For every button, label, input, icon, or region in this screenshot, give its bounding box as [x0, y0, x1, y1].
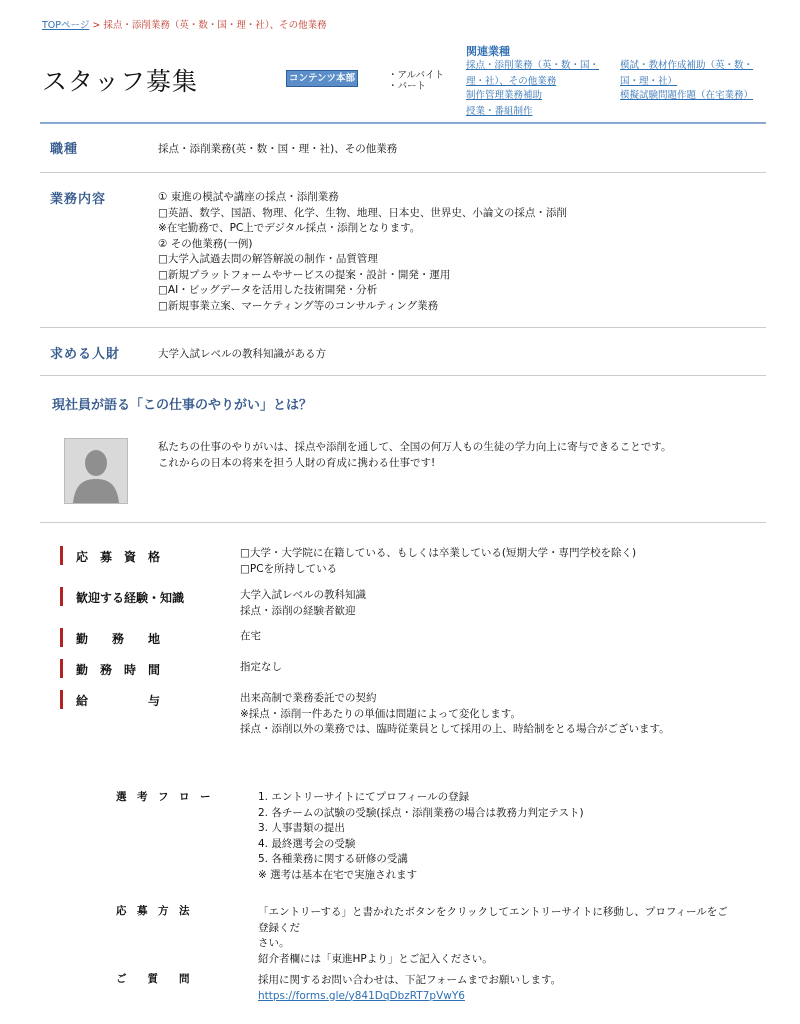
- selection-step: 2. 各チームの試験の受験(採点・添削業務の場合は教務力判定テスト): [258, 806, 584, 819]
- apply-method-line: 紹介者欄には「東進HPより」とご記入ください。: [258, 952, 493, 965]
- work-location-label: 勤 務 地: [76, 632, 161, 646]
- job-content-line: □AI・ビッグデータを活用した技術開発・分析: [158, 284, 378, 296]
- selection-step: 5. 各種業務に関する研修の受講: [258, 853, 408, 865]
- header-divider: [40, 122, 766, 124]
- person-silhouette-icon: [65, 439, 127, 503]
- selection-flow-steps: [258, 790, 584, 883]
- job-content-line: □新規事業立案、マーケティング等のコンサルティング業務: [158, 299, 439, 312]
- staff-voice-text: [158, 440, 671, 471]
- job-content-label: 業務内容: [50, 192, 107, 207]
- job-content-line: □英語、数学、国語、物理、化学、生物、地理、日本史、世界史、小論文の採点・添削: [158, 206, 567, 219]
- apply-method-line: さい。: [258, 937, 290, 949]
- related-link-grading[interactable]: 採点・添削業務（英・数・国・理・社）、その他業務: [466, 60, 600, 87]
- salary-label: 給 与: [76, 694, 161, 708]
- talent-label: 求める人財: [50, 347, 121, 362]
- job-content-line: □大学入試過去問の解答解説の制作・品質管理: [158, 253, 378, 265]
- staff-voice-line: これからの日本の将来を担う人財の育成に携わる仕事です!: [158, 456, 436, 469]
- related-link-materials[interactable]: 模試・教材作成補助（英・数・国・理・社）: [620, 60, 754, 87]
- requirement-marker: [60, 587, 63, 606]
- qualification-line: □PCを所持している: [240, 562, 338, 575]
- welcome-experience-value: [240, 588, 366, 619]
- breadcrumb-home-link[interactable]: TOPページ: [42, 20, 90, 31]
- work-location-line: 在宅: [240, 630, 261, 642]
- employment-type-part-time: ・アルバイト: [388, 70, 444, 81]
- apply-method-line: 「エントリーする」と書かれたボタンをクリックしてエントリーサイトに移動し、プロフィールをご登録くだ: [258, 906, 728, 934]
- work-hours-line: 指定なし: [240, 661, 282, 673]
- breadcrumb-separator: >: [92, 20, 101, 31]
- breadcrumb: [42, 17, 327, 31]
- welcome-experience-line: 大学入試レベルの教科知識: [240, 589, 366, 601]
- inquiry-form-link[interactable]: https://forms.gle/y841DqDbzRT7pVwY6: [258, 989, 465, 1002]
- inquiry-text: [258, 973, 561, 1004]
- requirement-marker: [60, 659, 63, 678]
- selection-flow-label: 選 考 フ ロ ー: [116, 791, 211, 803]
- requirement-marker: [60, 690, 63, 709]
- employment-type-part: ・パート: [388, 81, 427, 92]
- qualification-value: [240, 546, 636, 577]
- requirement-marker: [60, 546, 63, 565]
- qualification-line: □大学・大学院に在籍している、もしくは卒業している(短期大学・専門学校を除く): [240, 547, 637, 559]
- work-location-value: [240, 629, 261, 645]
- related-jobs-heading: 関連業種: [466, 45, 510, 58]
- avatar: [64, 438, 128, 504]
- staff-voice-title: 現社員が語る「この仕事のやりがい」とは？: [52, 398, 313, 413]
- welcome-experience-label: 歓迎する経験・知識: [76, 591, 185, 605]
- staff-voice-line: 私たちの仕事のやりがいは、採点や添削を通して、全国の何万人もの生徒の学力向上に寄与できることです。: [158, 441, 672, 453]
- work-hours-value: [240, 660, 282, 676]
- talent-value: 大学入試レベルの教科知識がある方: [158, 348, 326, 360]
- inquiry-line: 採用に関するお問い合わせは、下記フォームまでお願いします。: [258, 974, 562, 986]
- page-title: スタッフ募集: [42, 67, 199, 96]
- apply-method-text: [258, 905, 728, 967]
- requirement-marker: [60, 628, 63, 647]
- breadcrumb-current: 採点・添削業務（英・数・国・理・社）、その他業務: [103, 20, 327, 31]
- related-link-production-management[interactable]: 制作管理業務補助: [466, 90, 543, 101]
- salary-value: [240, 691, 670, 738]
- related-link-exam-writing[interactable]: 模擬試験問題作題（在宅業務）: [620, 90, 754, 101]
- selection-step: 4. 最終選考会の受験: [258, 837, 356, 850]
- divider: [40, 172, 766, 173]
- divider: [40, 327, 766, 328]
- inquiry-label: ご 質 問: [116, 973, 190, 985]
- job-type-value: 採点・添削業務(英・数・国・理・社)、その他業務: [158, 143, 398, 155]
- department-badge: コンテンツ本部: [286, 70, 358, 87]
- job-content-line: ① 東進の模試や講座の採点・添削業務: [158, 191, 339, 203]
- related-link-lesson-production[interactable]: 授業・番組制作: [466, 106, 533, 117]
- welcome-experience-line: 採点・添削の経験者歓迎: [240, 604, 356, 617]
- qualification-label: 応 募 資 格: [76, 550, 161, 564]
- job-type-label: 職種: [50, 142, 79, 157]
- apply-method-label: 応 募 方 法: [116, 905, 190, 917]
- selection-step: 3. 人事書類の提出: [258, 822, 345, 834]
- divider: [40, 375, 766, 376]
- salary-line: 出来高制で業務委託での契約: [240, 692, 377, 704]
- work-hours-label: 勤 務 時 間: [76, 663, 161, 677]
- selection-step: 1. エントリーサイトにてプロフィールの登録: [258, 791, 470, 803]
- selection-step: ※ 選考は基本在宅で実施されます: [258, 868, 418, 881]
- job-content-line: ※在宅勤務で、PC上でデジタル採点・添削となります。: [158, 222, 421, 234]
- employment-types: [388, 70, 444, 92]
- job-content-list: [158, 190, 567, 314]
- job-content-line: ② その他業務(一例): [158, 237, 253, 250]
- salary-line: ※採点・添削一件あたりの単価は問題によって変化します。: [240, 707, 521, 720]
- divider: [40, 522, 766, 523]
- salary-line: 採点・添削以外の業務では、臨時従業員として採用の上、時給制をとる場合がございます。: [240, 723, 670, 735]
- job-content-line: □新規プラットフォームやサービスの提案・設計・開発・運用: [158, 268, 451, 281]
